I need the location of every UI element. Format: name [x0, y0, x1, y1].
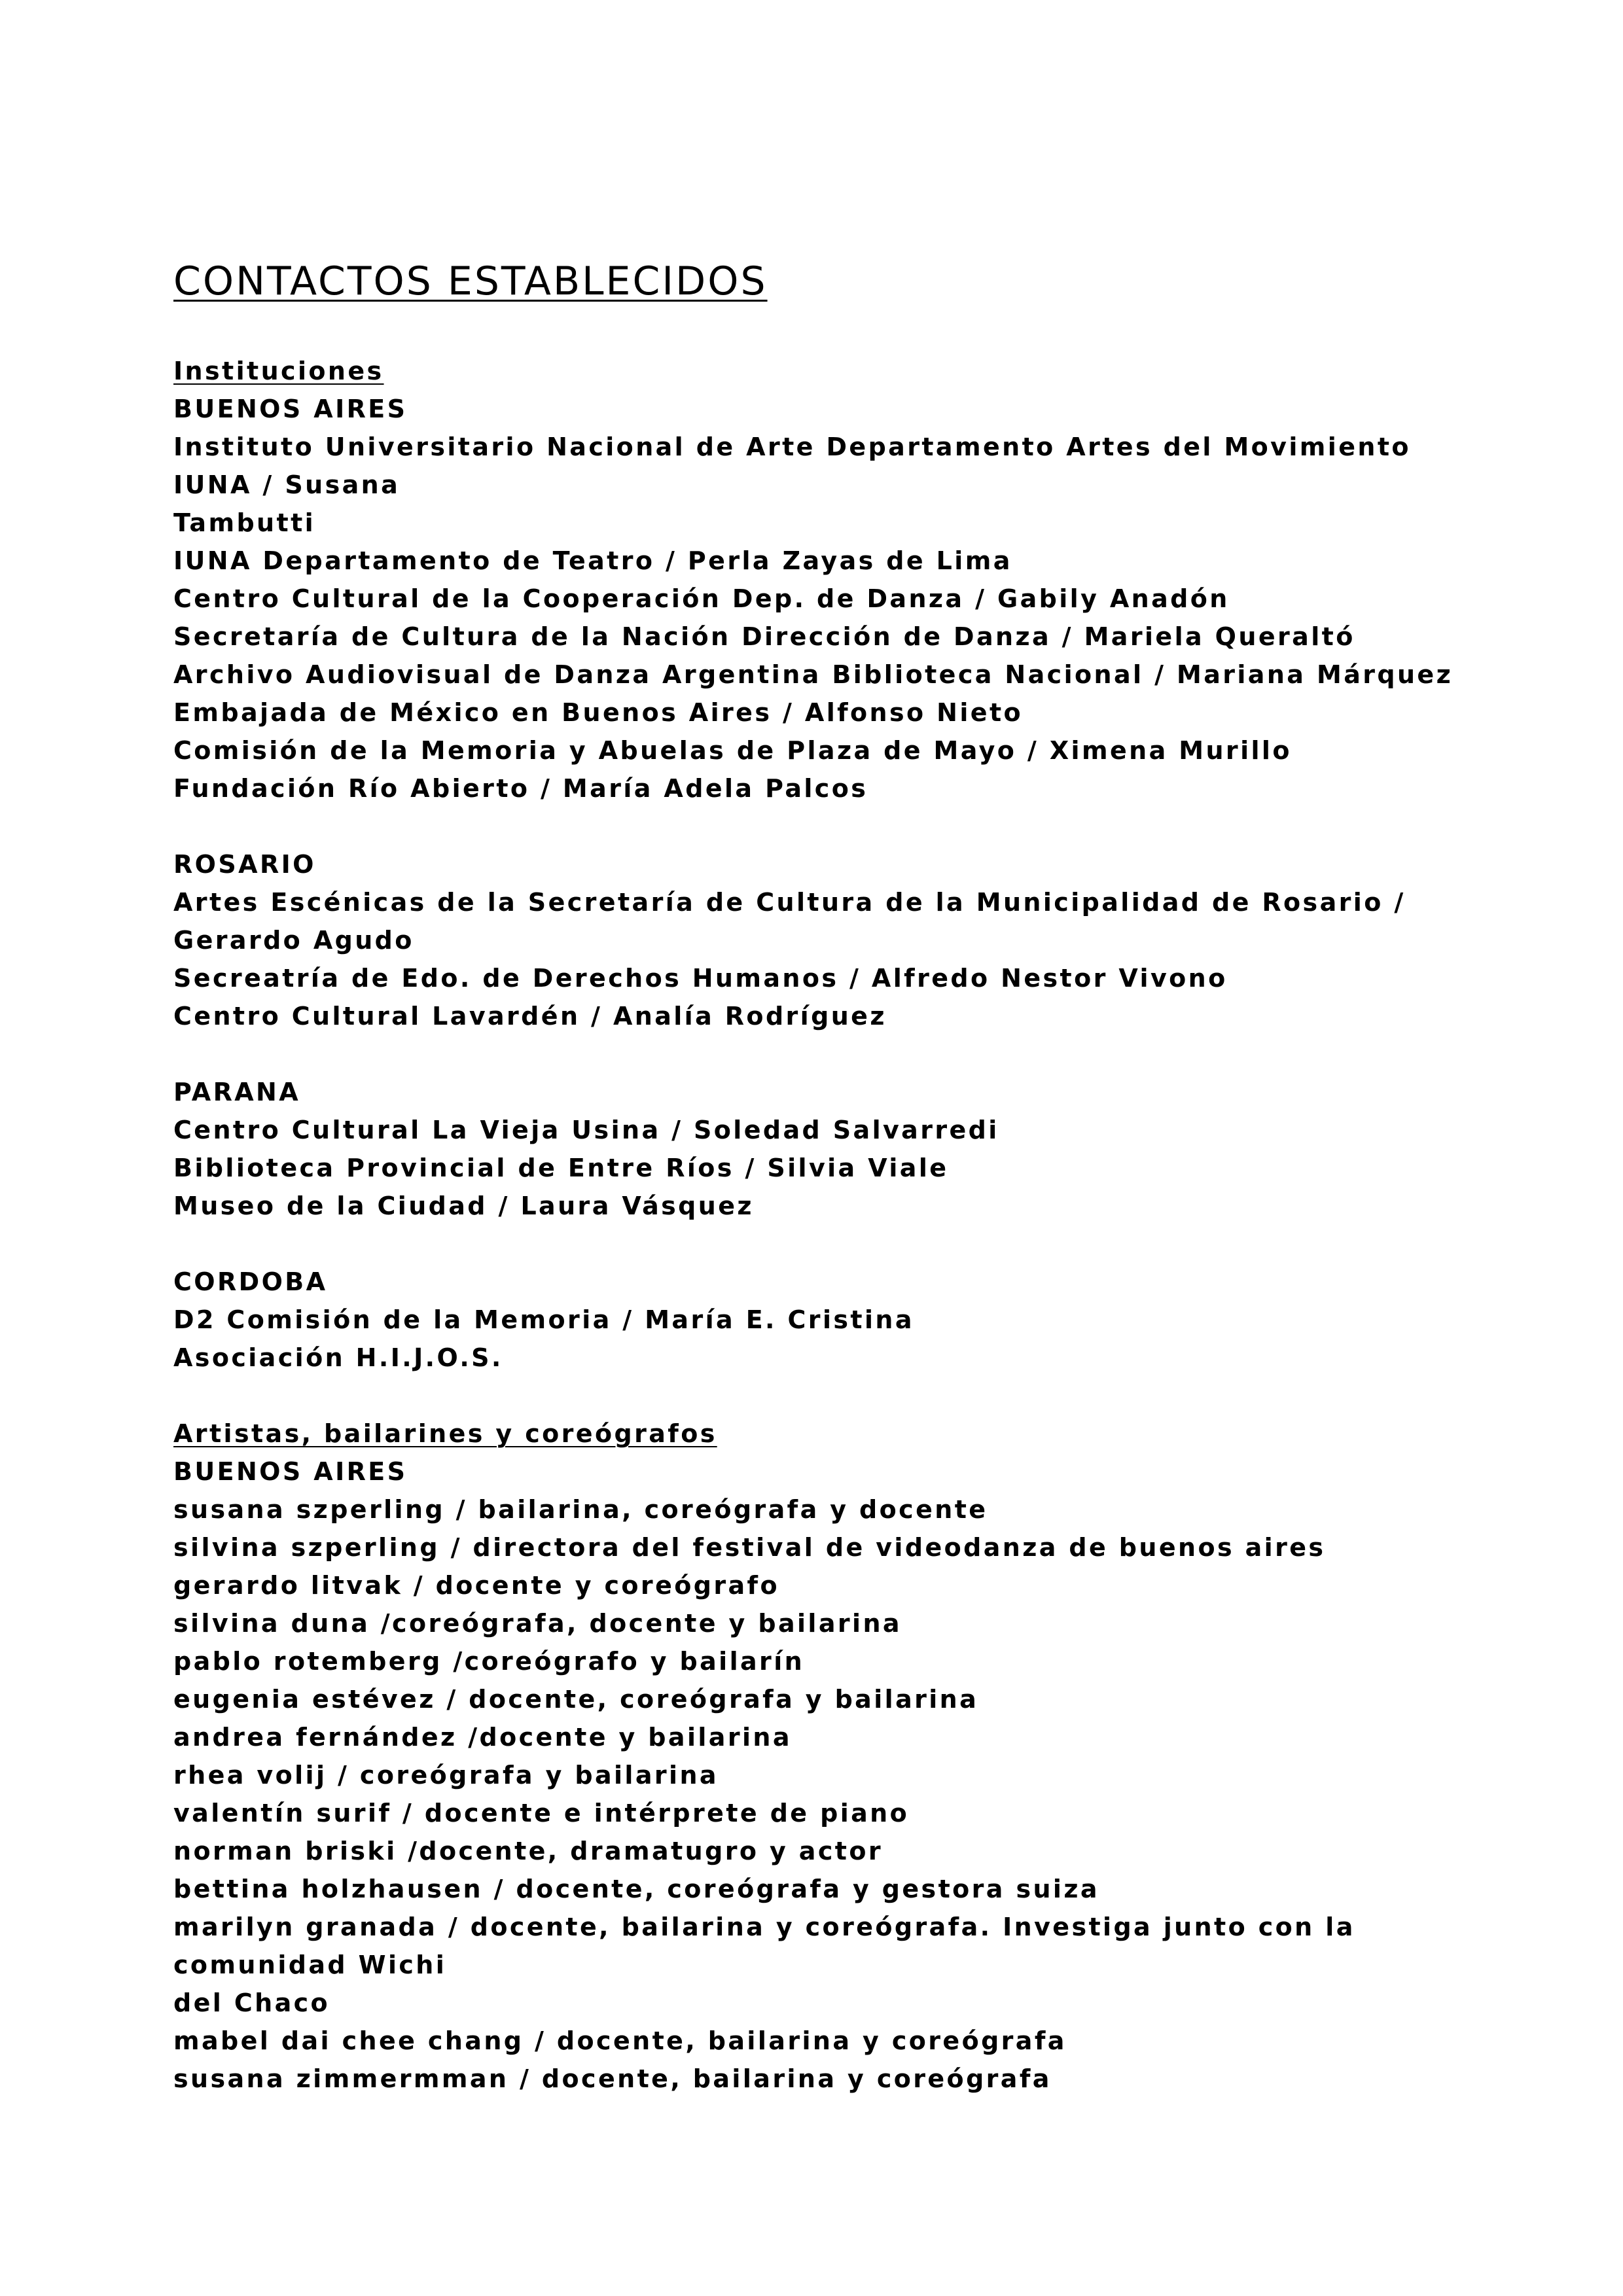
blank-line	[173, 807, 1482, 845]
contact-entry: Tambutti	[173, 508, 316, 537]
contact-entry: valentín surif / docente e intérprete de piano	[173, 1799, 910, 1828]
contact-entry: susana zimmermman / docente, bailarina y coreógrafa	[173, 2064, 1052, 2093]
document-body	[173, 352, 1482, 2098]
contact-entry: Archivo Audiovisual de Danza Argentina Biblioteca Nacional / Mariana Márquez	[173, 660, 1454, 689]
blank-line	[173, 1377, 1482, 1415]
contact-entry: Secretaría de Cultura de la Nación Dirección de Danza / Mariela Queraltó	[173, 622, 1355, 651]
contact-entry: Centro Cultural de la Cooperación Dep. de Danza / Gabily Anadón	[173, 584, 1230, 613]
contact-entry: Embajada de México en Buenos Aires / Alfonso Nieto	[173, 698, 1024, 727]
contact-entry: Museo de la Ciudad / Laura Vásquez	[173, 1192, 754, 1220]
city-heading: PARANA	[173, 1078, 301, 1106]
section-heading-artistas: Artistas, bailarines y coreógrafos	[173, 1419, 717, 1448]
section-heading-instituciones: Instituciones	[173, 357, 384, 385]
contact-entry: Instituto Universitario Nacional de Arte Departamento Artes del Movimiento IUNA / Susana	[173, 433, 1422, 499]
contact-entry: eugenia estévez / docente, coreógrafa y bailarina	[173, 1685, 979, 1714]
contact-entry: Asociación H.I.J.O.S.	[173, 1343, 503, 1372]
contact-entry: silvina duna /coreógrafa, docente y bailarina	[173, 1609, 902, 1638]
document-page	[173, 258, 1482, 2098]
contact-entry: Fundación Río Abierto / María Adela Palcos	[173, 774, 868, 803]
contact-entry: mabel dai chee chang / docente, bailarina y coreógrafa	[173, 2026, 1067, 2055]
contact-entry: Centro Cultural Lavardén / Analía Rodríguez	[173, 1002, 887, 1031]
contact-entry: marilyn granada / docente, bailarina y coreógrafa. Investiga junto con la comunidad Wichi	[173, 1913, 1366, 1979]
contact-entry: susana szperling / bailarina, coreógrafa y docente	[173, 1495, 988, 1524]
contact-entry: Comisión de la Memoria y Abuelas de Plaza de Mayo / Ximena Murillo	[173, 736, 1292, 765]
document-title: CONTACTOS ESTABLECIDOS	[173, 258, 768, 304]
contact-entry: Secreatría de Edo. de Derechos Humanos / Alfredo Nestor Vivono	[173, 964, 1228, 993]
contact-entry: silvina szperling / directora del festival de videodanza de buenos aires	[173, 1533, 1326, 1562]
contact-entry: Artes Escénicas de la Secretaría de Cultura de la Municipalidad de Rosario / Gerardo Agudo	[173, 888, 1417, 955]
city-heading: CORDOBA	[173, 1267, 328, 1296]
city-heading: BUENOS AIRES	[173, 1457, 408, 1486]
contact-entry: gerardo litvak / docente y coreógrafo	[173, 1571, 779, 1600]
contact-entry: del Chaco	[173, 1988, 330, 2017]
contact-entry: D2 Comisión de la Memoria / María E. Cristina	[173, 1305, 914, 1334]
contact-entry: Centro Cultural La Vieja Usina / Soledad Salvarredi	[173, 1116, 999, 1144]
contact-entry: rhea volij / coreógrafa y bailarina	[173, 1761, 719, 1790]
blank-line	[173, 1035, 1482, 1073]
contact-entry: IUNA Departamento de Teatro / Perla Zayas de Lima	[173, 546, 1012, 575]
blank-line	[173, 1225, 1482, 1263]
contact-entry: Biblioteca Provincial de Entre Ríos / Silvia Viale	[173, 1154, 949, 1182]
contact-entry: pablo rotemberg /coreógrafo y bailarín	[173, 1647, 805, 1676]
contact-entry: andrea fernández /docente y bailarina	[173, 1723, 792, 1752]
city-heading: ROSARIO	[173, 850, 316, 879]
contact-entry: norman briski /docente, dramatugro y actor	[173, 1837, 883, 1865]
contact-entry: bettina holzhausen / docente, coreógrafa y gestora suiza	[173, 1875, 1099, 1903]
city-heading: BUENOS AIRES	[173, 395, 408, 423]
